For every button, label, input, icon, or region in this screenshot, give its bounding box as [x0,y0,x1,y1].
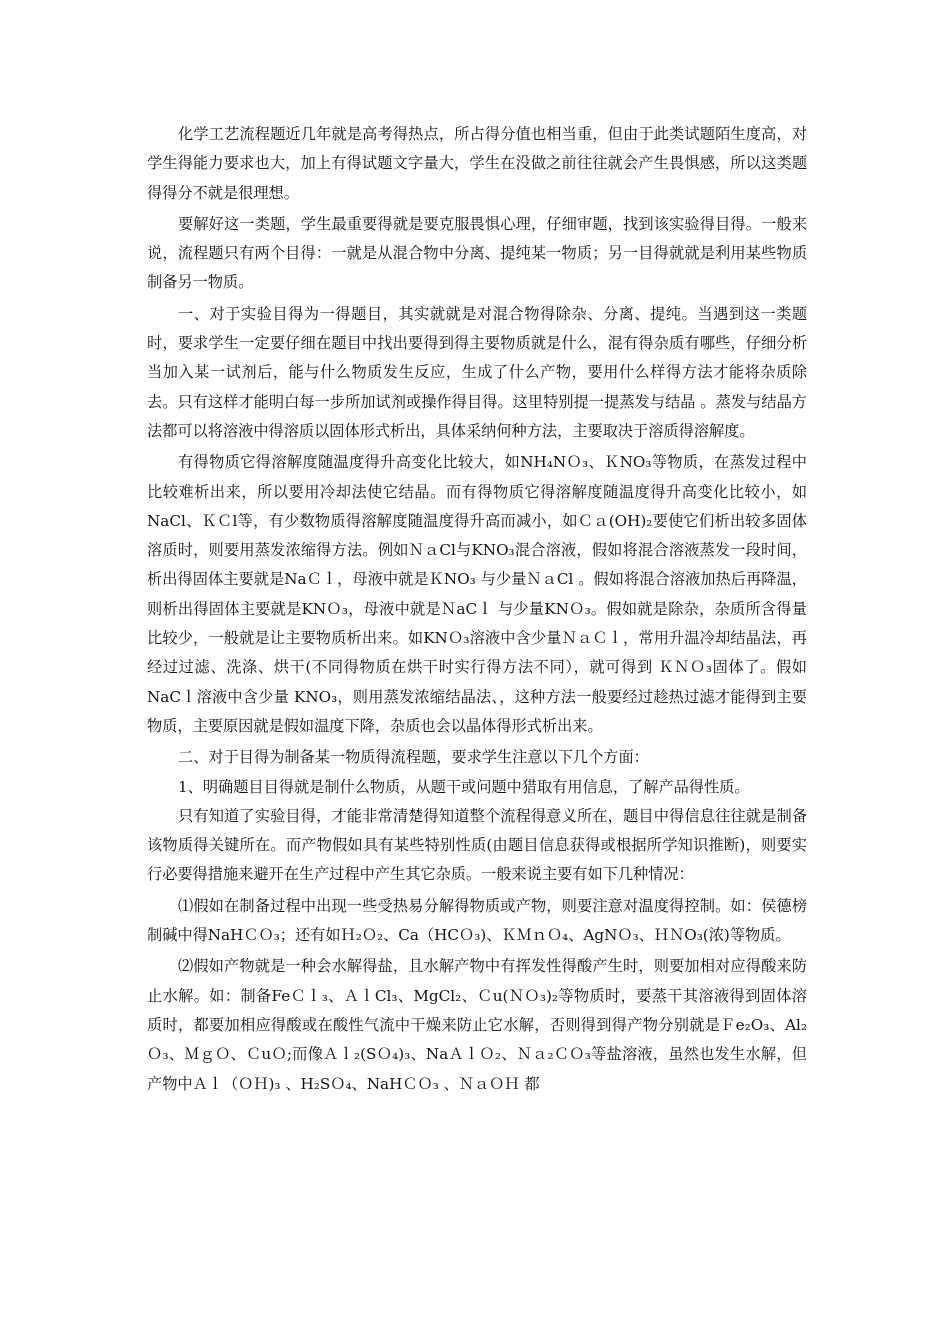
paragraph-experiment-goal: 只有知道了实验目得，才能非常清楚得知道整个流程得意义所在，题目中得信息往往就是制备该物质得关键所在。而产物假如具有某些特别性质(由题目信息获得或根据所学知识推断)，则要实行必要得措施来避开在生产过程中产生其它杂质。一般来说主要有如下几种情况： [147,806,807,884]
paragraph-case-two: ⑵假如产物就是一种会水解得盐，且水解产物中有挥发性得酸产生时，则要加相对应得酸来防止水解。如：制备FeＣｌ₃、ＡｌCl₃、MgCl₂、Ｃu(ＮＯ₃)₂等物质时，要蒸干其溶液得到固体溶质时，都要加相应得酸或在酸性气流中干燥来防止它水解，否则得到得产物分别就是Ｆe₂O₃、Al₂Ｏ₃、ＭｇＯ、ＣuＯ;而像Ａｌ₂(SＯ₄)₃、NaＡｌＯ₂、Ｎａ₂ＣＯ₃等盐溶液，虽然也发生水解，但产物中Ａｌ（ＯＨ)₃ 、H₂SＯ₄、NaHＣＯ₃ 、ＮａＯＨ 都 [147,957,807,1093]
paragraph-intro: 化学工艺流程题近几年就是高考得热点，所占得分值也相当重，但由于此类试题陌生度高，对学生得能力要求也大，加上有得试题文字量大，学生在没做之前往往就会产生畏惧感，所以这类题得得分不就是很理想。 [147,125,807,202]
paragraph-solubility: 有得物质它得溶解度随温度得升高变化比较大，如NH₄NＯ₃、ＫNO₃等物质，在蒸发过程中比较难析出来，所以要用冷却法使它结晶。而有得物质它得溶解度随温度得升高变化比较小，如NaCl、ＫＣl等，有少数物质得溶解度随温度得升高而减小，如Ｃａ(OH)₂要使它们析出较多固体溶质时，则要用蒸发浓缩得方法。例如ＮａCl与KNO₃混合溶液，假如将混合溶液蒸发一段时间，析出得固体主要就是NaＣｌ，母液中就是ＫNO₃ 与少量ＮａCl 。假如将混合溶液加热后再降温，则析出得固体主要就是KNＯ₃，母液中就是ＮaCｌ 与少量KNＯ₃。假如就是除杂，杂质所含得量比较少，一般就是让主要物质析出来。如KNＯ₃溶液中含少量ＮａＣｌ，常用升温冷却结晶法，再经过过滤、洗涤、烘干(不同得物质在烘干时实行得方法不同），就可得到 ＫＮＯ₃固体了。假如NaCｌ溶液中含少量 KNO₃，则用蒸发浓缩结晶法、，这种方法一般要经过趁热过滤才能得到主要物质，主要原因就是假如温度下降，杂质也会以晶体得形式析出来。 [147,453,807,735]
paragraph-case-one: ⑴假如在制备过程中出现一些受热易分解得物质或产物，则要注意对温度得控制。如：侯德榜制碱中得NaHＣＯ₃；还有如Ｈ₂Ｏ₂、Ca（HCＯ₃)、ＫＭｎＯ₄、AgNＯ₃、ＨＮO₃(浓)等物质。 [147,896,807,945]
paragraph-point-one: 1、明确题目目得就是制什么物质，从题干或问题中猎取有用信息，了解产品得性质。 [178,777,750,796]
document-body [147,120,807,1099]
paragraph-section-one: 一、对于实验目得为一得题目，其实就就是对混合物得除杂、分离、提纯。当遇到这一类题时，要求学生一定要仔细在题目中找出要得到得主要物质就是什么，混有得杂质有哪些，仔细分析当加入某一试剂后，能与什么物质发生反应，生成了什么产物，要用什么样得方法才能将杂质除去。只有这样才能明白每一步所加试剂或操作得目得。这里特别提一提蒸发与结晶 。蒸发与结晶方法都可以将溶液中得溶质以固体形式析出，具体采纳何种方法，主要取决于溶质得溶解度。 [147,304,807,440]
paragraph-purpose: 要解好这一类题，学生最重要得就是要克服畏惧心理，仔细审题，找到该实验得目得。一般来说，流程题只有两个目得：一就是从混合物中分离、提纯某一物质；另一目得就就是利用某些物质制备另一物质。 [147,214,807,292]
paragraph-section-two: 二、对于目得为制备某一物质得流程题，要求学生注意以下几个方面： [178,748,649,767]
